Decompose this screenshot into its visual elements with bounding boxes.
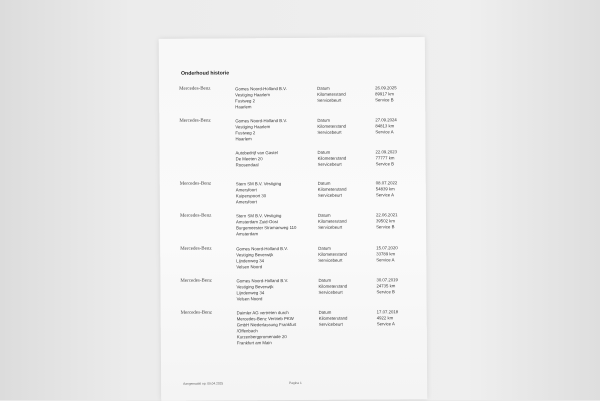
history-entry: [159, 85, 425, 110]
field-labels-line: Datum: [317, 117, 330, 123]
field-labels-line: Servicebeurt: [317, 97, 342, 103]
field-values-line: Service B: [376, 289, 395, 295]
field-labels: [318, 278, 347, 296]
history-entry: [160, 277, 426, 302]
dealer-address-line: GmbH Niederlassung Frankfurt: [236, 321, 297, 328]
brand-logo-text: Mercedes-Benz: [179, 118, 211, 124]
dealer-address-line: Roosendaal: [235, 162, 259, 168]
field-labels-line: Servicebeurt: [318, 257, 343, 263]
field-values-line: Service A: [375, 192, 395, 198]
brand-logo-text: Mercedes-Benz: [179, 213, 212, 219]
field-labels-line: Kilometerstand: [318, 251, 347, 257]
field-labels: [317, 118, 346, 136]
field-labels-line: Kilometerstand: [317, 155, 347, 161]
field-values: [376, 149, 398, 167]
field-labels: [318, 181, 347, 199]
field-labels: [319, 310, 348, 328]
history-entry: [159, 117, 425, 142]
field-values-line: 22.09.2023: [375, 149, 398, 155]
field-values: [376, 245, 398, 263]
dealer-address-line: Vestiging Beverwijk: [236, 284, 274, 290]
field-values-line: 54839 km: [375, 186, 395, 192]
dealer-address-line: Amsterdam Zuid-Oost: [236, 219, 279, 225]
field-labels-line: Kilometerstand: [318, 283, 348, 289]
dealer-address: [237, 310, 297, 346]
dealer-address-line: Daimler AG vertreten durch: [236, 310, 289, 316]
dealer-address-line: Frankfurt am Main: [236, 340, 272, 346]
dealer-address-line: Fustweg 2: [235, 130, 256, 136]
field-values: [376, 180, 398, 198]
field-values: [376, 212, 398, 230]
dealer-address: [236, 150, 278, 168]
history-entry: [160, 245, 426, 270]
field-labels-line: Datum: [318, 309, 332, 315]
field-values-line: 4922 km: [376, 315, 394, 321]
field-values: [375, 117, 397, 135]
history-entry: [161, 309, 427, 346]
dealer-address-line: Haarlem: [235, 104, 252, 110]
field-values-line: 15.07.2020: [376, 245, 398, 251]
dealer-address-line: Stern SM B.V. Vestiging: [235, 181, 282, 187]
field-labels-line: Servicebeurt: [318, 224, 343, 230]
footer-page-number: Pagina 1: [289, 380, 302, 386]
field-labels-line: Servicebeurt: [317, 129, 342, 135]
field-values-line: 08.07.2022: [375, 180, 398, 186]
dealer-address: [235, 86, 287, 110]
dealer-address: [236, 213, 297, 237]
dealer-address-line: Autobedrijf van Gastel: [235, 150, 278, 156]
field-values: [376, 277, 398, 295]
dealer-address-line: Velsen Noord: [236, 264, 263, 270]
dealer-address-line: Burgemeester Stramanweg 110: [236, 224, 297, 231]
dealer-address-line: Amersfoort: [235, 199, 257, 205]
dealer-address-line: Gomes Noord-Holland B.V.: [235, 86, 287, 92]
field-values-line: 17.07.2018: [376, 309, 399, 315]
field-labels-line: Datum: [317, 212, 331, 218]
field-labels-line: Datum: [317, 149, 331, 155]
dealer-address-line: Kuiperspoort 30: [235, 193, 267, 199]
dealer-address-line: Amsterdam: [236, 231, 259, 237]
dealer-address-line: Kurzenbergpromenade 20: [236, 334, 287, 340]
dealer-address-line: Amersfoort: [235, 187, 257, 193]
dealer-address-line: Gomes Noord-Holland B.V.: [235, 118, 288, 124]
field-labels: [318, 213, 347, 231]
dealer-address-line: De Meeten 20: [235, 156, 263, 162]
field-values-line: 39502 km: [375, 218, 395, 224]
field-labels: [318, 246, 347, 264]
footer-created-date: Aangemaakt op: 09.04.2025: [183, 381, 224, 386]
dealer-address-line: Lijndenweg 34: [236, 258, 265, 264]
dealer-address-line: Haarlem: [235, 136, 252, 142]
field-values-line: Service B: [375, 161, 395, 167]
dealer-address-line: Vestiging Haarlem: [235, 124, 271, 130]
field-labels-line: Servicebeurt: [318, 289, 343, 295]
brand-logo-text: Mercedes-Benz: [180, 310, 213, 316]
field-values-line: 24735 km: [376, 283, 396, 289]
field-labels-line: Kilometerstand: [317, 186, 347, 192]
field-values-line: 27.09.2024: [375, 117, 397, 123]
dealer-address-line: Lijndenweg 34: [236, 290, 265, 296]
history-entry: [160, 149, 426, 168]
dealer-address-line: Vestiging Haarlem: [235, 92, 271, 98]
field-values-line: Service B: [376, 224, 395, 230]
dealer-address: [235, 118, 287, 142]
dealer-address: [236, 246, 288, 270]
field-labels-line: Datum: [317, 180, 331, 186]
dealer-address-line: /Offenbach: [236, 328, 258, 334]
field-values-line: Service A: [376, 321, 395, 327]
field-values-line: 77777 km: [375, 155, 395, 161]
field-values-line: 89917 km: [375, 91, 395, 97]
brand-logo-text: Mercedes-Benz: [180, 278, 212, 284]
field-labels: [317, 86, 346, 104]
field-labels-line: Servicebeurt: [317, 192, 342, 198]
field-labels-line: Servicebeurt: [318, 321, 343, 327]
history-entry: [160, 180, 426, 205]
dealer-address-line: Gomes Noord-Holland B.V.: [236, 246, 288, 252]
brand-logo-text: Mercedes-Benz: [180, 246, 212, 252]
dealer-address-line: Fustweg 2: [235, 98, 256, 104]
field-labels-line: Datum: [318, 245, 331, 251]
field-values-line: Service A: [376, 257, 395, 263]
field-values-line: Service B: [375, 97, 394, 103]
dealer-address: [236, 181, 282, 205]
field-values-line: Service A: [375, 129, 394, 135]
field-values-line: 26.09.2025: [375, 85, 397, 91]
field-values: [375, 85, 397, 103]
dealer-address: [236, 278, 288, 302]
maintenance-history-sheet: [159, 37, 428, 401]
history-entry: [160, 212, 426, 237]
dealer-address-line: Velsen Noord: [236, 296, 263, 302]
field-values-line: 30.07.2019: [376, 277, 398, 283]
dealer-address-line: Stern SM B.V. Vestiging: [235, 213, 282, 219]
brand-logo-text: Mercedes-Benz: [179, 86, 211, 92]
document-heading: Onderhoud historie: [180, 70, 230, 77]
field-labels-line: Kilometerstand: [317, 218, 347, 224]
field-values-line: 84813 km: [375, 123, 395, 129]
field-labels-line: Kilometerstand: [317, 123, 347, 129]
field-labels-line: Kilometerstand: [317, 91, 346, 97]
dealer-address-line: Vestiging Beverwijk: [236, 252, 274, 258]
field-labels-line: Datum: [318, 277, 332, 283]
brand-logo-text: Mercedes-Benz: [179, 181, 212, 187]
field-labels-line: Servicebeurt: [317, 161, 342, 167]
field-values-line: 22.06.2021: [375, 212, 398, 218]
field-labels: [318, 150, 347, 168]
dealer-address-line: Gomes Noord-Holland B.V.: [236, 278, 289, 284]
dealer-address-line: Mercedes-Benz Vertrieb PKW: [236, 315, 294, 322]
field-labels-line: Datum: [317, 85, 330, 91]
field-labels-line: Kilometerstand: [318, 315, 348, 321]
field-values-line: 33789 km: [376, 251, 396, 257]
field-values: [377, 309, 399, 327]
